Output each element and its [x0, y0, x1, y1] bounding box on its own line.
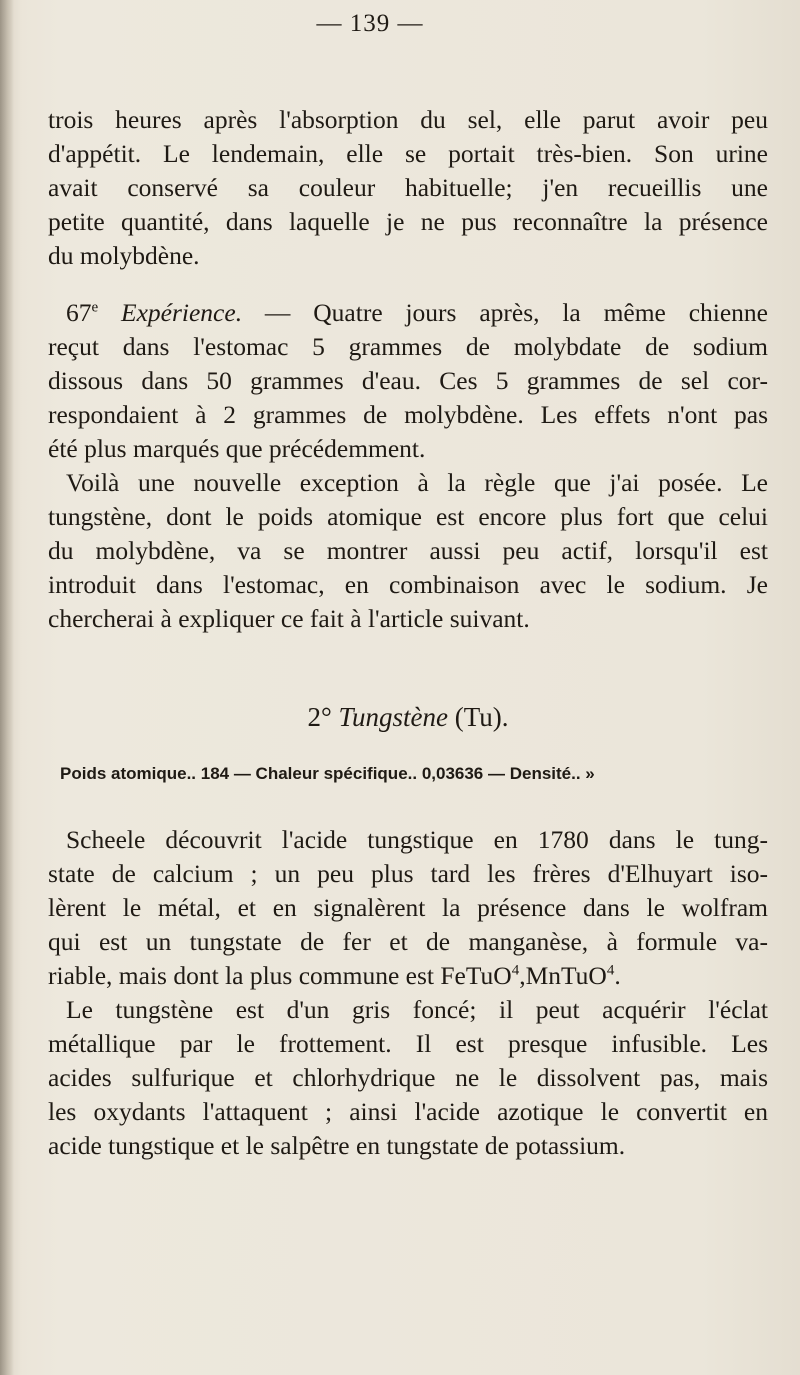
experiment-number-suffix: e [91, 299, 99, 316]
text-line: avait conservé sa couleur habituelle; j'en recueillis une [48, 173, 768, 202]
formula-subscript-1: 4 [511, 962, 520, 979]
text-line: dissous dans 50 grammes d'eau. Ces 5 grammes de sel cor- [48, 366, 768, 395]
text-line: lèrent le métal, et en signalèrent la présence dans le wolfram [48, 893, 768, 922]
text-line: acides sulfurique et chlorhydrique ne le dissolvent pas, mais [48, 1063, 768, 1092]
text-line: d'appétit. Le lendemain, elle se portait très-bien. Son urine [48, 139, 768, 168]
text-line: métallique par le frottement. Il est presque infusible. Les [48, 1029, 768, 1058]
text-line: petite quantité, dans laquelle je ne pus reconnaître la présence [48, 207, 768, 236]
experiment-lead: — Quatre jours après, la même chienne [264, 298, 769, 327]
text-line: acide tungstique et le salpêtre en tungstate de potassium. [48, 1131, 626, 1160]
text-line: chercherai à expliquer ce fait à l'article suivant. [48, 604, 530, 633]
text-line: state de calcium ; un peu plus tard les frères d'Elhuyart iso- [48, 859, 768, 888]
text-line: du molybdène, va se montrer aussi peu actif, lorsqu'il est [48, 536, 768, 565]
text-line: qui est un tungstate de fer et de manganèse, à formule va- [48, 927, 768, 956]
text-line: Le tungstène est d'un gris foncé; il peut acquérir l'éclat [66, 995, 768, 1024]
experiment-heading-line [48, 296, 768, 330]
text-line: Scheele découvrit l'acide tungstique en 1780 dans le tung- [66, 825, 768, 854]
formula-prefix: riable, mais dont la plus commune est FeTuO [48, 961, 512, 990]
text-line: trois heures après l'absorption du sel, elle parut avoir peu [48, 105, 768, 134]
formula-suffix: . [614, 961, 621, 990]
section-title: Tungstène [338, 702, 449, 732]
section-heading [48, 700, 768, 734]
experiment-number: 67 [66, 298, 92, 327]
text-line: été plus marqués que précédemment. [48, 434, 426, 463]
text-line: les oxydants l'attaquent ; ainsi l'acide azotique le convertit en [48, 1097, 768, 1126]
formula-middle: ,MnTuO [519, 961, 607, 990]
binding-gutter [0, 0, 14, 1375]
text-line: tungstène, dont le poids atomique est encore plus fort que celui [48, 502, 768, 531]
text-line: respondaient à 2 grammes de molybdène. Les effets n'ont pas [48, 400, 768, 429]
text-line: reçut dans l'estomac 5 grammes de molybdate de sodium [48, 332, 768, 361]
page-number: — 139 — [316, 10, 424, 37]
experiment-title: Expérience. [121, 298, 243, 327]
formula-subscript-2: 4 [606, 962, 615, 979]
element-properties: Poids atomique.. 184 — Chaleur spécifique.. 0,03636 — Densité.. » [60, 764, 595, 783]
text-line: Voilà une nouvelle exception à la règle que j'ai posée. Le [66, 468, 768, 497]
formula-line [48, 959, 768, 993]
section-number: 2° [307, 702, 332, 732]
text-line: du molybdène. [48, 241, 200, 270]
text-line: introduit dans l'estomac, en combinaison avec le sodium. Je [48, 570, 768, 599]
section-symbol: (Tu). [454, 702, 509, 732]
